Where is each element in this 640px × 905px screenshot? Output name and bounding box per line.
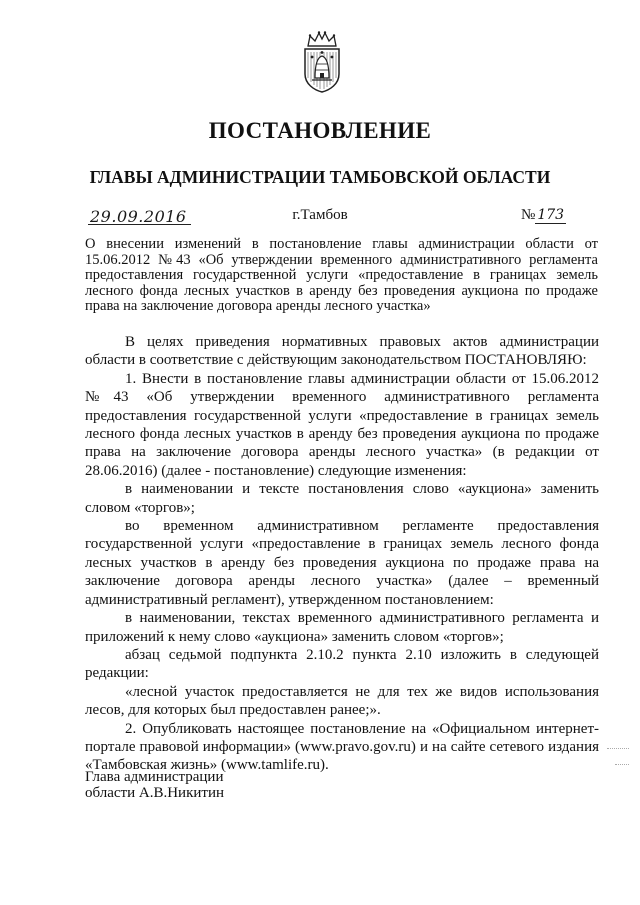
tambov-coat-of-arms-icon: [300, 30, 344, 94]
body-paragraph: в наименовании, текстах временного административного регламента и приложений к нему слово «аукциона» заменить словом «торгов»;: [85, 610, 599, 645]
signature-name: области А.В.Никитин: [85, 785, 225, 801]
body-paragraph: во временном административном регламенте предоставления государственной услуги «предоставление в границах земель лесного фонда лесных участков в аренду без проведения аукциона по продаже права на заключение договора аренды лесного участка» (далее – временный административный регламент), утвержденном постановлением:: [85, 518, 599, 608]
body-paragraph: В целях приведения нормативных правовых актов администрации области в соответствие с действующим законодательством ПОСТАНОВЛЯЮ:: [85, 334, 599, 369]
document-preamble: О внесении изменений в постановление главы администрации области от 15.06.2012 №43 «Об утверждении временного административного регламента предоставления государственной услуги «предоставление в границах земель лесного фонда лесных участков в аренду без проведения аукциона по продаже права на заключение договора аренды лесного участка»: [85, 236, 598, 315]
document-subtitle: ГЛАВЫ АДМИНИСТРАЦИИ ТАМБОВСКОЙ ОБЛАСТИ: [89, 167, 551, 187]
scan-edge-mark: [615, 764, 629, 765]
number-prefix: №: [521, 207, 536, 223]
signature-block: [85, 769, 224, 801]
body-paragraph: «лесной участок предоставляется не для тех же видов использования лесов, для которых был предоставлен ранее;».: [85, 683, 599, 719]
document-body: [85, 333, 599, 775]
number-value: 173: [537, 207, 565, 223]
body-paragraph: в наименовании и тексте постановления слово «аукциона» заменить словом «торгов»;: [85, 481, 599, 516]
document-date: 29.09.2016: [90, 207, 187, 226]
document-title: ПОСТАНОВЛЕНИЕ: [208, 118, 432, 143]
document-number: [521, 207, 566, 224]
body-paragraph: 1. Внести в постановление главы администрации области от 15.06.2012 №43 «Об утверждении временного административного регламента предоставления государственной услуги «предоставление в границах земель лесного фонда лесных участков в аренду без проведения аукциона по продаже права на заключение договора аренды лесного участка» (в редакции от 28.06.2016) (далее - постановление) следующие изменения:: [85, 370, 599, 479]
body-paragraph: абзац седьмой подпункта 2.10.2 пункта 2.10 изложить в следующей редакции:: [85, 646, 599, 682]
signature-position: Глава администрации: [85, 769, 224, 785]
scan-edge-mark: [607, 748, 629, 749]
document-city: г.Тамбов: [292, 207, 348, 223]
body-paragraph: 2. Опубликовать настоящее постановление на «Официальном интернет-портале правовой информации» (www.pravo.gov.ru) и на сайте сетевого издания «Тамбовская жизнь» (www.tamlife.ru).: [85, 720, 599, 774]
